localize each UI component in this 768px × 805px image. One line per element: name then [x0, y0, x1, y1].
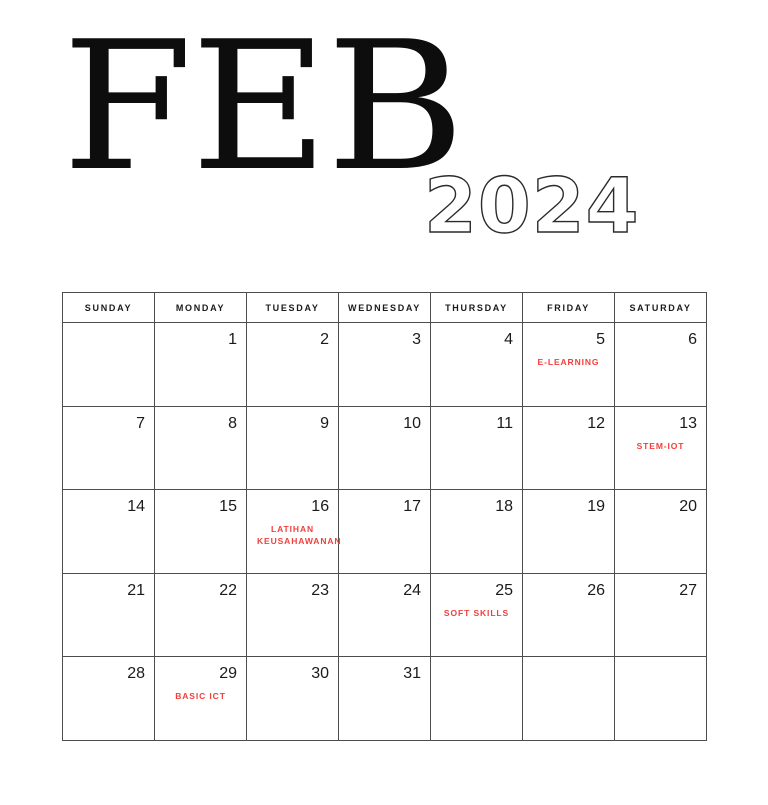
weekday-label: SUNDAY: [84, 302, 133, 313]
day-number: 2: [320, 331, 329, 348]
weekday-header-sunday: [63, 293, 155, 323]
day-cell[interactable]: [431, 657, 523, 741]
day-number: 18: [495, 498, 514, 515]
day-event: SOFT SKILLS: [443, 607, 510, 618]
day-number: 21: [127, 581, 145, 599]
day-number: 9: [320, 414, 329, 432]
day-cell[interactable]: [63, 657, 155, 741]
day-cell[interactable]: [339, 323, 431, 407]
year-title: 2024: [424, 161, 640, 250]
day-event: BASIC ICT: [175, 691, 226, 701]
day-event: LATIHAN KEUSAHAWANAN: [256, 524, 342, 546]
calendar-grid: [62, 292, 707, 741]
day-number: 27: [679, 581, 697, 599]
day-cell[interactable]: [431, 407, 523, 491]
day-cell[interactable]: [63, 490, 155, 574]
day-number: 30: [311, 665, 329, 682]
day-number: 4: [504, 331, 513, 348]
weekday-label: MONDAY: [175, 302, 226, 313]
weekday-header-friday: [523, 293, 615, 323]
day-cell[interactable]: [155, 490, 247, 574]
day-number: 24: [403, 581, 421, 599]
day-number: 13: [679, 414, 697, 432]
day-number: 16: [311, 498, 330, 515]
weekday-header-monday: [155, 293, 247, 323]
day-number: 17: [403, 498, 422, 515]
day-cell[interactable]: [431, 490, 523, 574]
weekday-label: FRIDAY: [547, 302, 590, 313]
day-cell[interactable]: [155, 574, 247, 658]
day-number: 15: [219, 498, 237, 515]
day-number: 19: [587, 498, 606, 515]
day-cell[interactable]: [155, 323, 247, 407]
day-cell[interactable]: [523, 490, 615, 574]
day-cell[interactable]: [63, 407, 155, 491]
day-cell[interactable]: [615, 657, 707, 741]
day-cell[interactable]: [247, 490, 342, 574]
day-number: 10: [403, 414, 421, 432]
day-number: 5: [596, 331, 605, 348]
day-number: 8: [228, 414, 237, 432]
day-cell[interactable]: [523, 407, 615, 491]
day-number: 28: [127, 665, 145, 682]
day-cell[interactable]: [615, 490, 707, 574]
weekday-label: THURSDAY: [445, 302, 508, 313]
day-cell[interactable]: [523, 574, 615, 658]
day-cell[interactable]: [431, 323, 523, 407]
day-cell[interactable]: [247, 657, 339, 741]
day-cell[interactable]: [615, 323, 707, 407]
weekday-header-row: [63, 293, 707, 323]
calendar-week-row: [63, 490, 707, 574]
day-number: 29: [219, 665, 237, 682]
day-cell[interactable]: [523, 323, 615, 407]
day-number: 7: [136, 414, 145, 432]
weekday-header-wednesday: [339, 293, 431, 323]
day-number: 1: [228, 331, 237, 348]
weekday-header-saturday: [615, 293, 707, 323]
weekday-header-tuesday: [247, 293, 339, 323]
calendar-header: [0, 0, 768, 250]
day-event: STEM-IOT: [636, 440, 685, 451]
day-cell[interactable]: [523, 657, 615, 741]
day-number: 22: [219, 581, 237, 599]
day-cell[interactable]: [247, 323, 339, 407]
day-number: 14: [127, 498, 145, 515]
calendar-week-row: [63, 574, 707, 658]
weekday-label: TUESDAY: [265, 302, 320, 313]
day-cell[interactable]: [155, 407, 247, 491]
weekday-header-thursday: [431, 293, 523, 323]
day-cell[interactable]: [247, 407, 339, 491]
day-cell[interactable]: [615, 574, 707, 658]
day-cell[interactable]: [339, 407, 431, 491]
day-number: 26: [587, 581, 605, 599]
day-number: 20: [679, 498, 698, 515]
day-cell[interactable]: [63, 323, 155, 407]
weekday-label: WEDNESDAY: [348, 302, 421, 313]
calendar-week-row: [63, 323, 707, 407]
day-number: 3: [412, 331, 421, 348]
day-cell[interactable]: [63, 574, 155, 658]
day-cell[interactable]: [339, 490, 431, 574]
day-number: 23: [311, 581, 329, 599]
day-event: E-LEARNING: [537, 357, 600, 367]
day-cell[interactable]: [615, 407, 707, 491]
day-number: 31: [403, 665, 421, 682]
day-number: 12: [587, 414, 605, 432]
day-cell[interactable]: [339, 657, 431, 741]
day-number: 25: [495, 581, 513, 599]
calendar-week-row: [63, 407, 707, 491]
day-cell[interactable]: [155, 657, 247, 741]
month-title: FEB: [62, 3, 463, 210]
day-number: 6: [688, 331, 697, 348]
day-cell[interactable]: [339, 574, 431, 658]
day-cell[interactable]: [431, 574, 523, 658]
calendar-week-row: [63, 657, 707, 741]
day-cell[interactable]: [247, 574, 339, 658]
weekday-label: SATURDAY: [629, 302, 692, 313]
day-number: 11: [496, 414, 513, 432]
